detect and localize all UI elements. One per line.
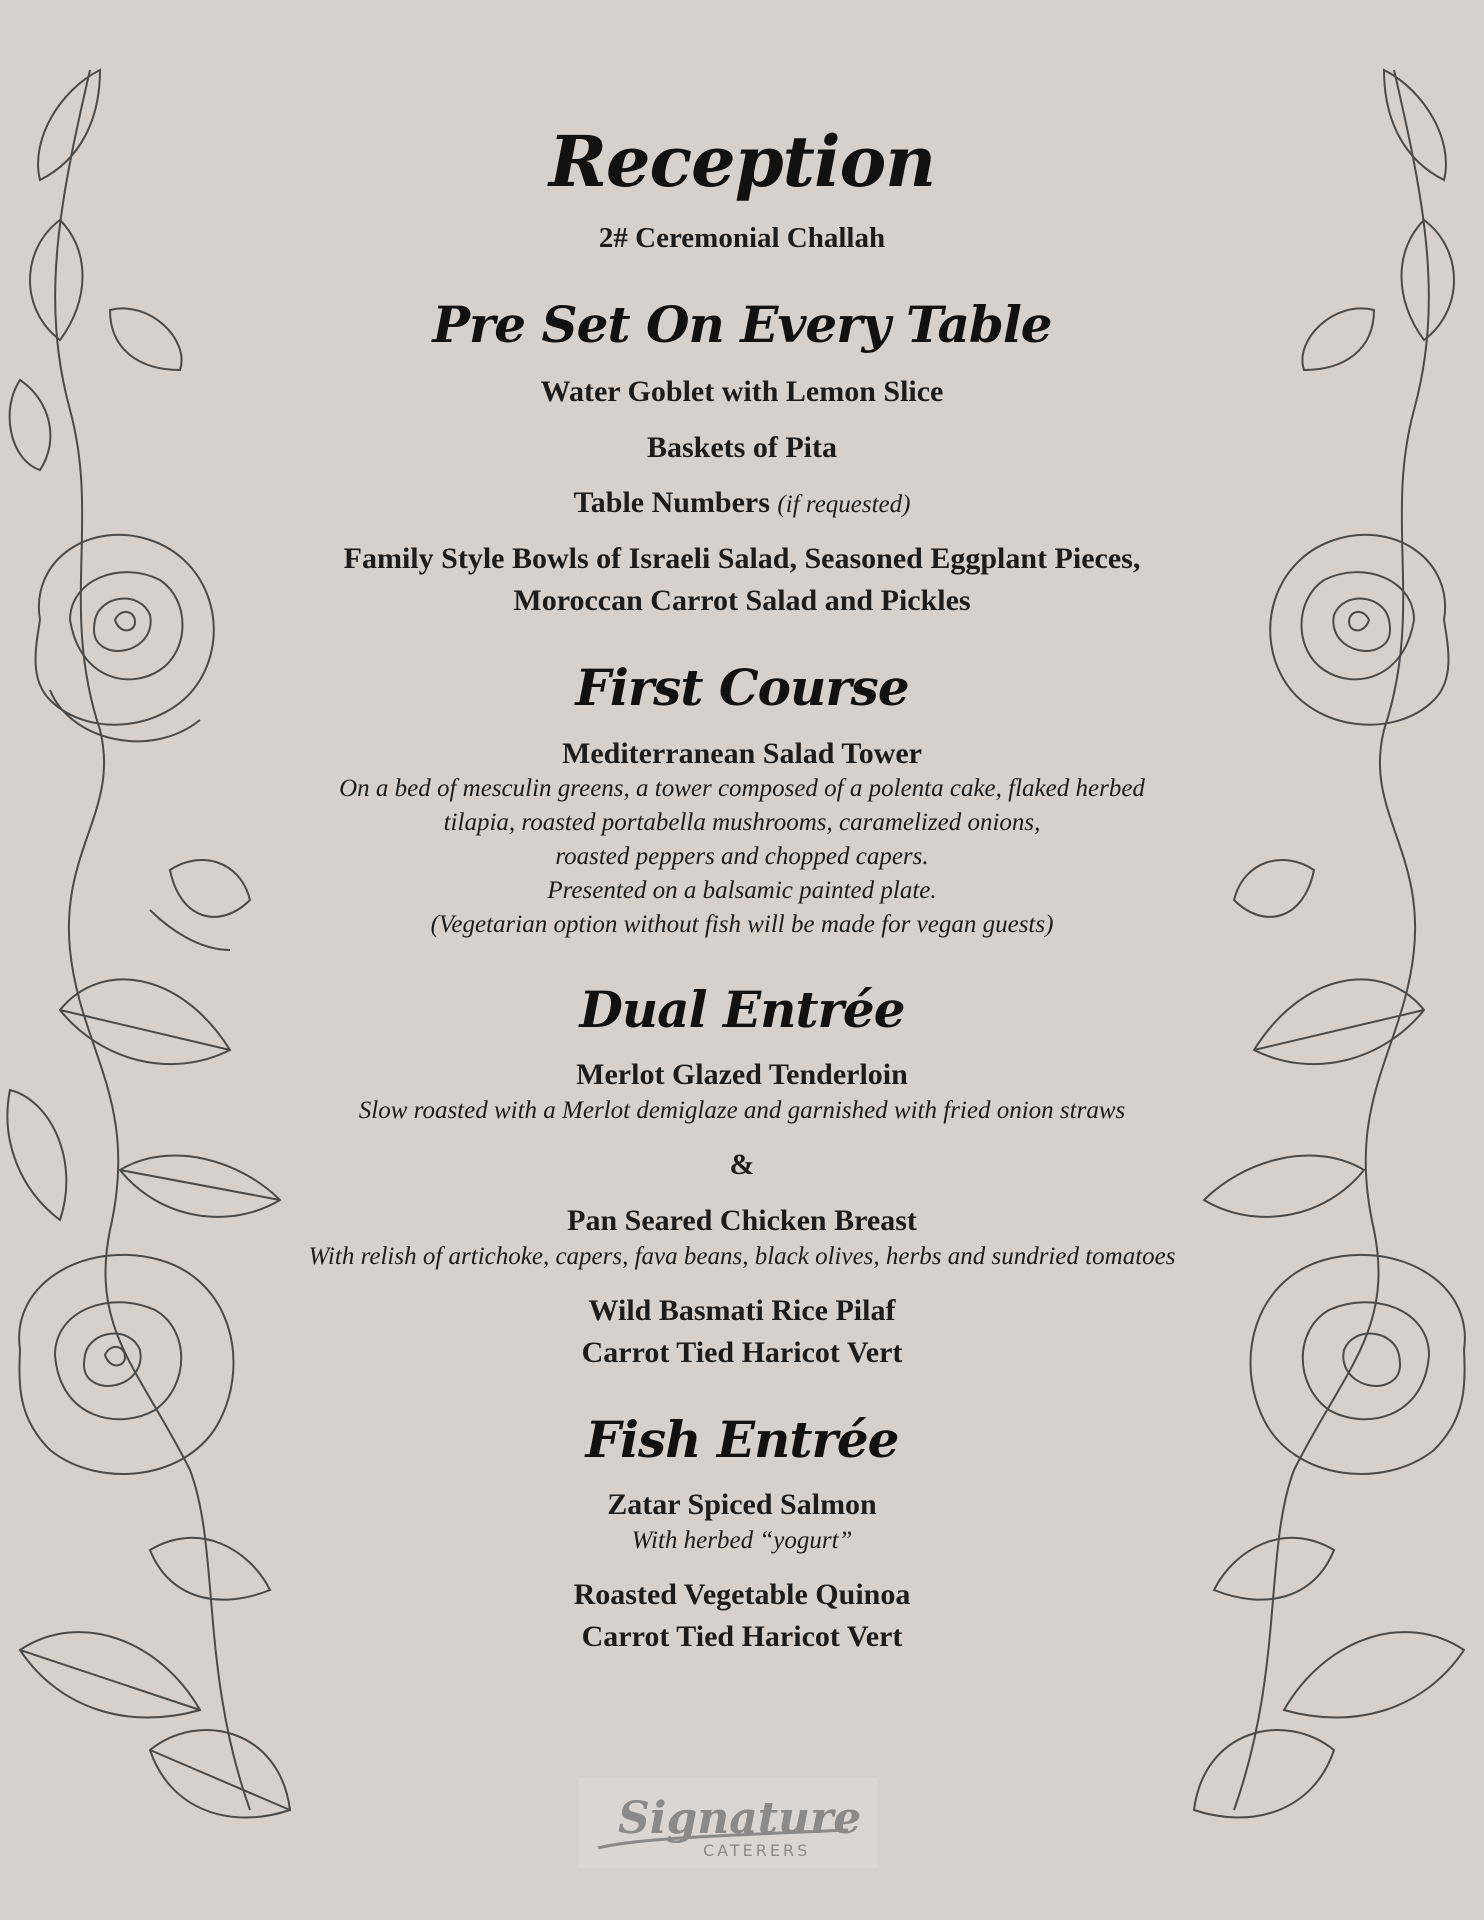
side-dish: Carrot Tied Haricot Vert [581,1336,903,1369]
dish-description-line: On a bed of mesculin greens, a tower composed of a polenta cake, flaked herbed [339,775,1145,802]
dish-description-line: tilapia, roasted portabella mushrooms, caramelized onions, [443,809,1041,836]
dish-description-line: Slow roasted with a Merlot demiglaze and garnished with fried onion straws [358,1097,1126,1124]
side-dish: Carrot Tied Haricot Vert [581,1620,903,1653]
table-numbers-label: Table Numbers [573,486,770,519]
preset-item: Water Goblet with Lemon Slice [540,375,944,408]
dish-description-line: Presented on a balsamic painted plate. [547,877,937,904]
logo-tagline: CATERERS [703,1841,811,1860]
dish-description-line: With herbed “yogurt” [631,1527,853,1554]
fish-entree-dish: Zatar Spiced Salmon [607,1488,877,1521]
section-heading-preset: Pre Set On Every Table [432,295,1052,354]
preset-family-line: Moroccan Carrot Salad and Pickles [513,584,971,617]
side-dish: Roasted Vegetable Quinoa [573,1578,911,1611]
section-heading-first-course: First Course [575,658,909,717]
dish-description-line: (Vegetarian option without fish will be made for vegan guests) [430,911,1054,938]
preset-family-line: Family Style Bowls of Israeli Salad, Seasoned Eggplant Pieces, [343,542,1141,575]
page-title: Reception [548,120,936,203]
ampersand: & [729,1148,755,1181]
first-course-dish: Mediterranean Salad Tower [562,737,922,770]
side-dish: Wild Basmati Rice Pilaf [588,1294,896,1327]
signature-caterers-logo [578,1778,878,1868]
dish-description-line: With relish of artichoke, capers, fava beans, black olives, herbs and sundried tomatoes [308,1243,1176,1270]
logo-script-text: Signature [618,1793,862,1844]
preset-item-table-numbers [0,486,1484,520]
subtitle: 2# Ceremonial Challah [598,222,886,254]
table-numbers-note: (if requested) [777,491,911,518]
dual-entree-dish: Pan Seared Chicken Breast [567,1204,917,1237]
section-heading-fish-entree: Fish Entrée [585,1410,899,1469]
section-heading-dual-entree: Dual Entrée [579,980,905,1039]
preset-item: Baskets of Pita [647,431,837,464]
dual-entree-dish: Merlot Glazed Tenderloin [576,1058,908,1091]
dish-description-line: roasted peppers and chopped capers. [555,843,929,870]
